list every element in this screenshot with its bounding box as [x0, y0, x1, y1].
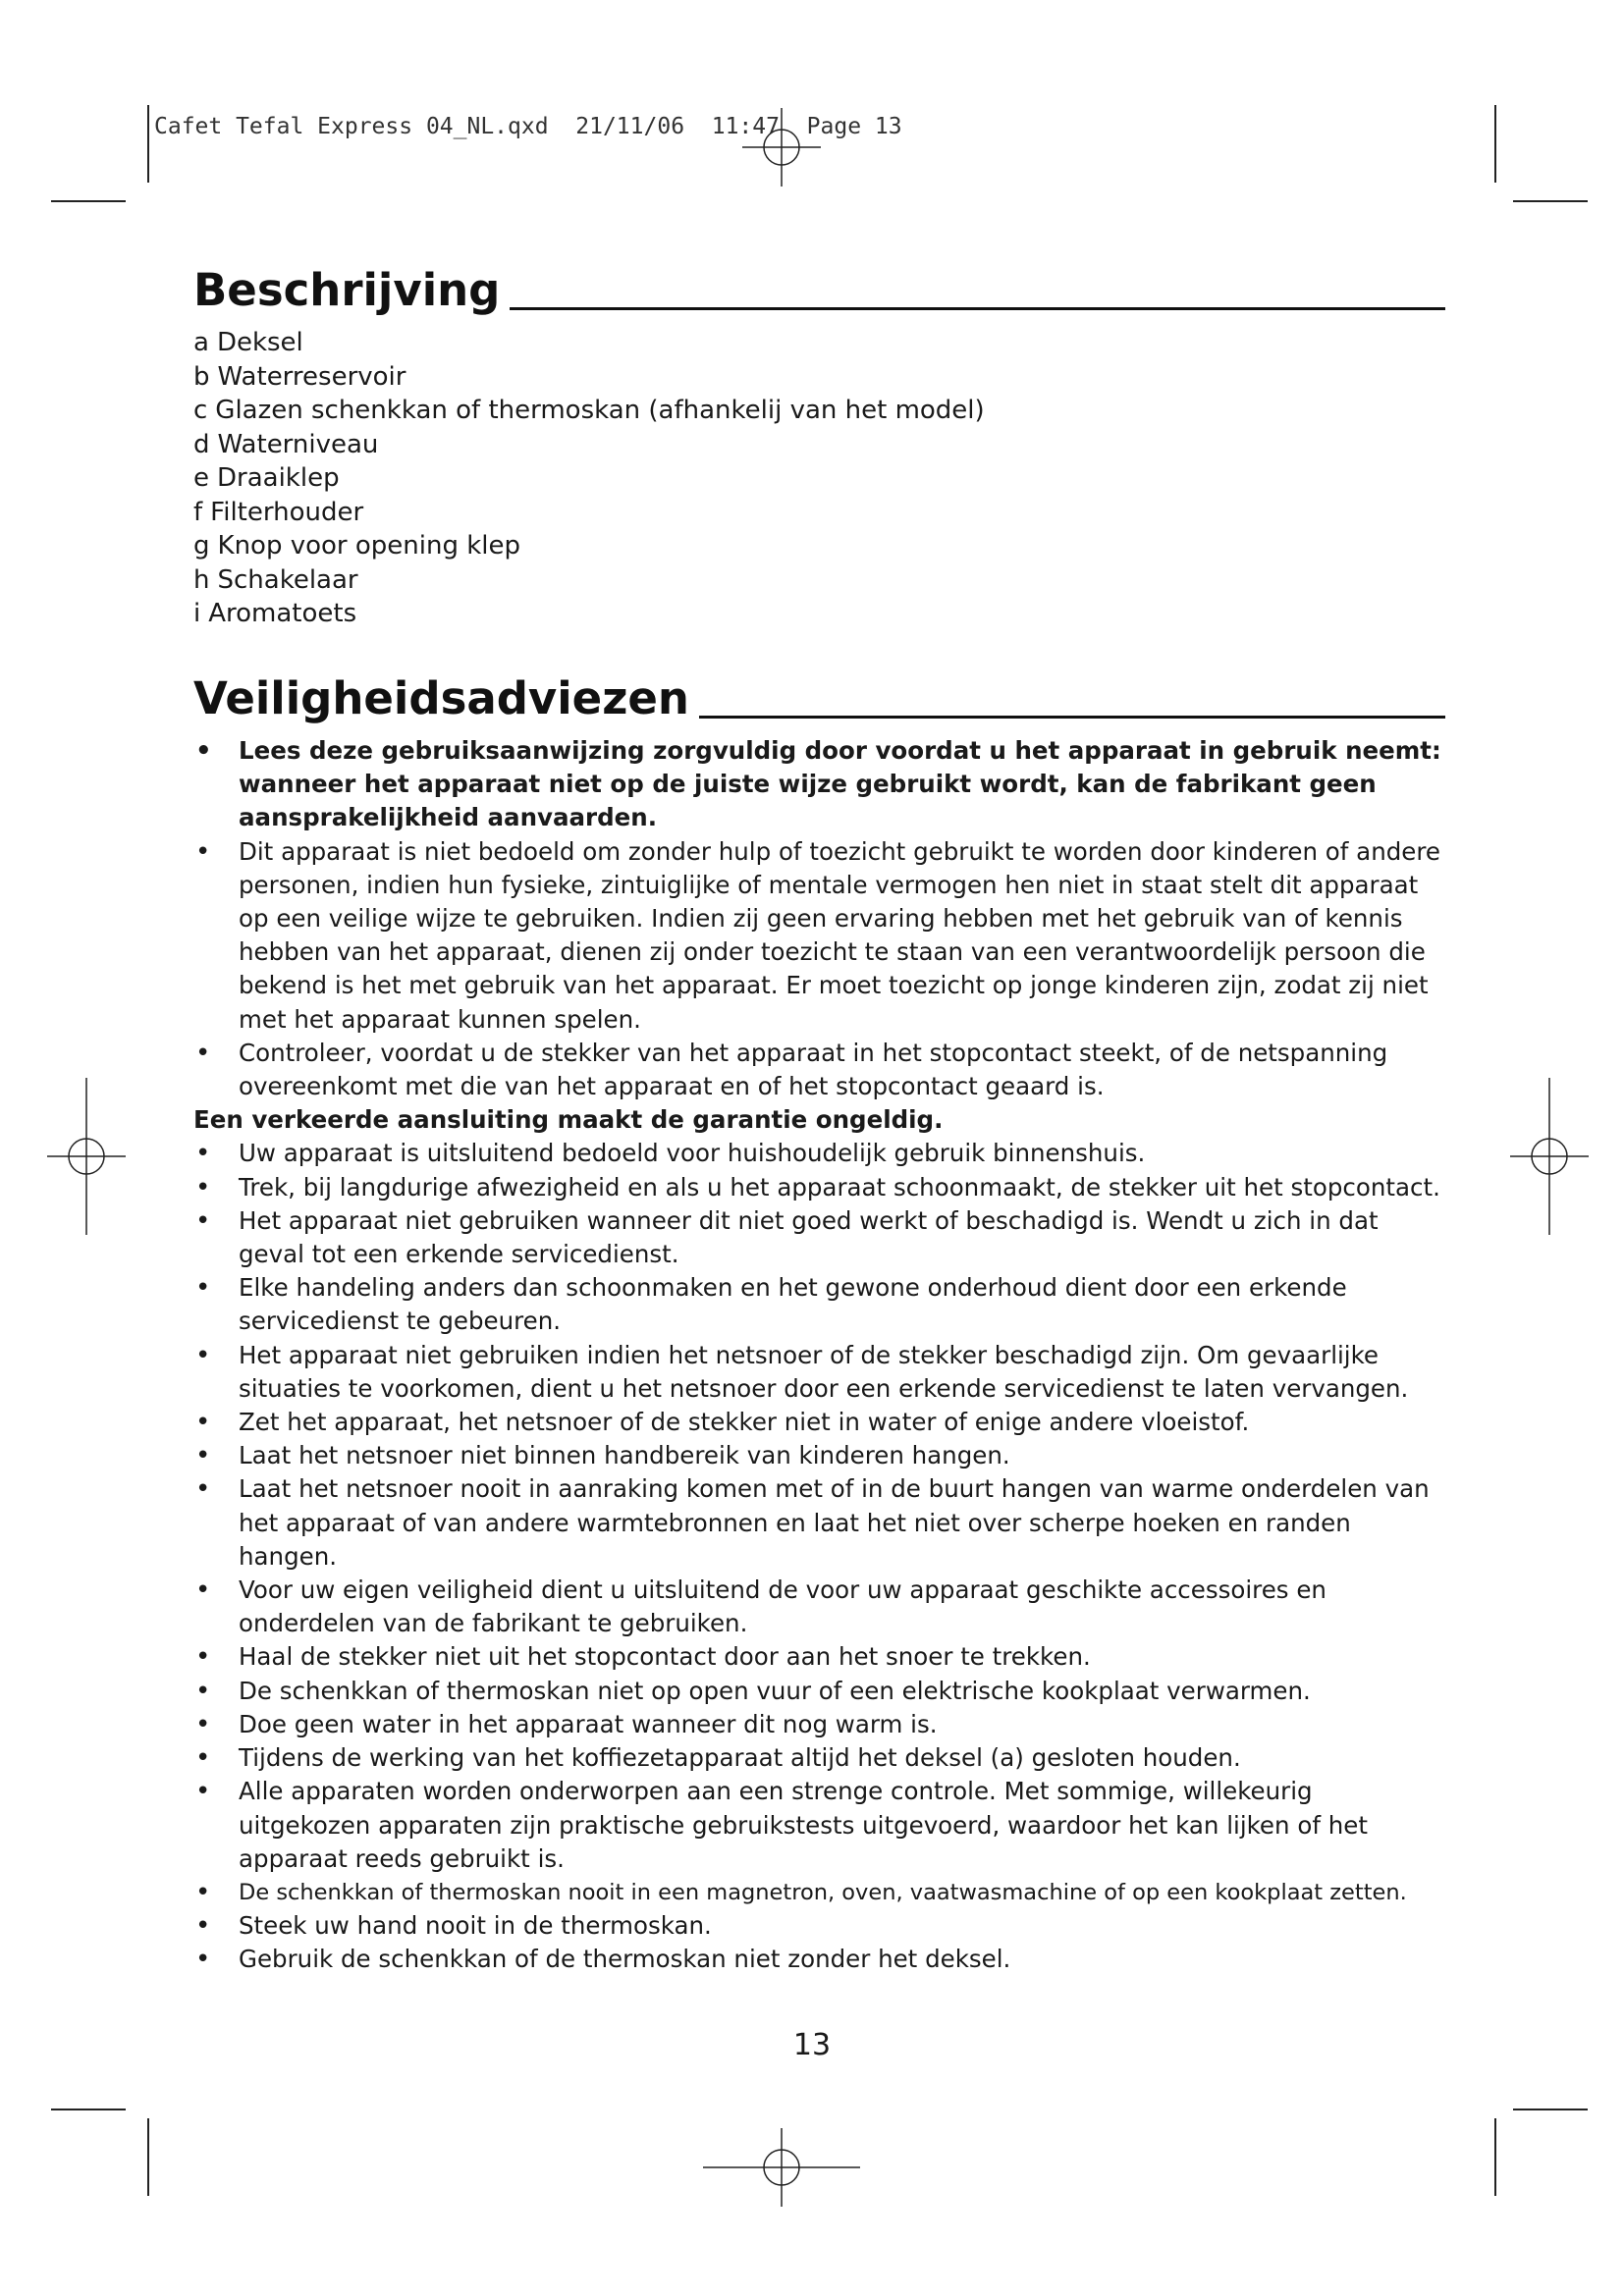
safety-item: • Laat het netsnoer niet binnen handbereik van kinderen hangen. [193, 1439, 1445, 1472]
safety-item: • Tijdens de werking van het koffiezetapparaat altijd het deksel (a) gesloten houden. [193, 1741, 1445, 1775]
registration-mark-right [1510, 1078, 1589, 1235]
item-letter: a [193, 328, 209, 357]
item-letter: c [193, 396, 208, 425]
safety-list [193, 734, 1445, 1977]
safety-item: • Het apparaat niet gebruiken indien het netsnoer of de stekker beschadigd zijn. Om gevaarlijke situaties te voorkomen, dient u het netsnoer door een erkende servicedienst te laten vervangen. [193, 1339, 1445, 1406]
item-label: Glazen schenkkan of thermoskan (afhankelij van het model) [215, 396, 985, 425]
safety-item: • Trek, bij langdurige afwezigheid en als u het apparaat schoonmaakt, de stekker uit het stopcontact. [193, 1171, 1445, 1204]
list-item [193, 360, 1445, 395]
item-label: Deksel [216, 328, 303, 357]
item-letter: g [193, 531, 210, 561]
item-label: Waterniveau [217, 429, 379, 459]
safety-item: • Het apparaat niet gebruiken wanneer dit niet goed werkt of beschadigd is. Wendt u zich in dat geval tot een erkende servicedienst. [193, 1204, 1445, 1271]
page-number: 13 [792, 2028, 832, 2062]
list-item [193, 563, 1445, 598]
description-title: Beschrijving [193, 268, 510, 312]
list-item [193, 496, 1445, 530]
list-item [193, 597, 1445, 631]
safety-item: • Uw apparaat is uitsluitend bedoeld voor huishoudelijk gebruik binnenshuis. [193, 1137, 1445, 1170]
safety-item: • Voor uw eigen veiligheid dient u uitsluitend de voor uw apparaat geschikte accessoires en onderdelen van de fabrikant te gebruiken. [193, 1574, 1445, 1640]
warranty-warning: Een verkeerde aansluiting maakt de garantie ongeldig. [193, 1105, 944, 1135]
registration-mark-top [742, 108, 821, 187]
list-item [193, 529, 1445, 563]
print-slug: Cafet Tefal Express 04_NL.qxd 21/11/06 11:47 Page 13 [154, 114, 902, 139]
item-letter: b [193, 361, 210, 392]
item-label: Draaiklep [217, 463, 340, 493]
safety-item: • Steek uw hand nooit in de thermoskan. [193, 1909, 1445, 1943]
item-label: Knop voor opening klep [217, 531, 521, 561]
safety-item: • Laat het netsnoer nooit in aanraking komen met of in de buurt hangen van warme onderdelen van het apparaat of van andere warmtebronnen en laat het niet over scherpe hoeken en randen hangen. [193, 1472, 1445, 1574]
safety-section [193, 656, 1445, 1977]
parts-list [193, 326, 1445, 631]
item-letter: e [193, 463, 209, 493]
safety-item: • De schenkkan of thermoskan niet op open vuur of een elektrische kookplaat verwarmen. [193, 1675, 1445, 1708]
safety-item: • Lees deze gebruiksaanwijzing zorgvuldig door voordat u het apparaat in gebruik neemt: wanneer het apparaat niet op de juiste wijze gebruikt wordt, kan de fabrikant geen aansprakelijkheid aanvaarden. [193, 734, 1445, 835]
item-letter: d [193, 429, 210, 459]
safety-item: • Dit apparaat is niet bedoeld om zonder hulp of toezicht gebruikt te worden door kinderen of andere personen, indien hun fysieke, zintuiglijke of mentale vermogen hen niet in staat stelt dit apparaat op een veilige wijze te gebruiken. Indien zij geen ervaring hebben met het gebruik van of kennis hebben van het apparaat, dienen zij onder toezicht te staan van een verantwoordelijk persoon die bekend is het met gebruik van het apparaat. Er moet toezicht op jonge kinderen zijn, zodat zij niet met het apparaat kunnen spelen. [193, 835, 1445, 1037]
registration-mark-left [47, 1078, 126, 1235]
safety-item: • Elke handeling anders dan schoonmaken en het gewone onderhoud dient door een erkende servicedienst te gebeuren. [193, 1271, 1445, 1338]
registration-mark-bottom [703, 2128, 860, 2207]
list-item [193, 394, 1445, 428]
item-letter: f [193, 497, 203, 527]
safety-item: • Alle apparaten worden onderworpen aan een strenge controle. Met sommige, willekeurig uitgekozen apparaten zijn praktische gebruikstests uitgevoerd, waardoor het kan lijken of het apparaat reeds gebruikt is. [193, 1775, 1445, 1876]
safety-item: • Zet het apparaat, het netsnoer of de stekker niet in water of enige andere vloeistof. [193, 1406, 1445, 1439]
safety-item: • Haal de stekker niet uit het stopcontact door aan het snoer te trekken. [193, 1640, 1445, 1674]
description-heading [193, 247, 1445, 316]
item-letter: i [193, 599, 201, 628]
item-label: Filterhouder [210, 497, 364, 527]
safety-heading [193, 656, 1445, 724]
item-label: Schakelaar [217, 564, 358, 595]
safety-item: • Controleer, voordat u de stekker van het apparaat in het stopcontact steekt, of de netspanning overeenkomt met die van het apparaat en of het stopcontact geaard is. [193, 1037, 1445, 1103]
safety-title: Veiligheidsadviezen [193, 676, 699, 721]
description-section [193, 247, 1445, 631]
item-letter: h [193, 564, 210, 595]
item-label: Waterreservoir [217, 361, 406, 392]
safety-item: • Gebruik de schenkkan of de thermoskan niet zonder het deksel. [193, 1943, 1445, 1976]
item-label: Aromatoets [208, 599, 357, 628]
safety-item: • De schenkkan of thermoskan nooit in een magnetron, oven, vaatwasmachine of op een kookplaat zetten. [193, 1876, 1445, 1909]
list-item [193, 461, 1445, 496]
list-item [193, 326, 1445, 360]
list-item [193, 428, 1445, 462]
safety-item: • Doe geen water in het apparaat wanneer dit nog warm is. [193, 1708, 1445, 1741]
